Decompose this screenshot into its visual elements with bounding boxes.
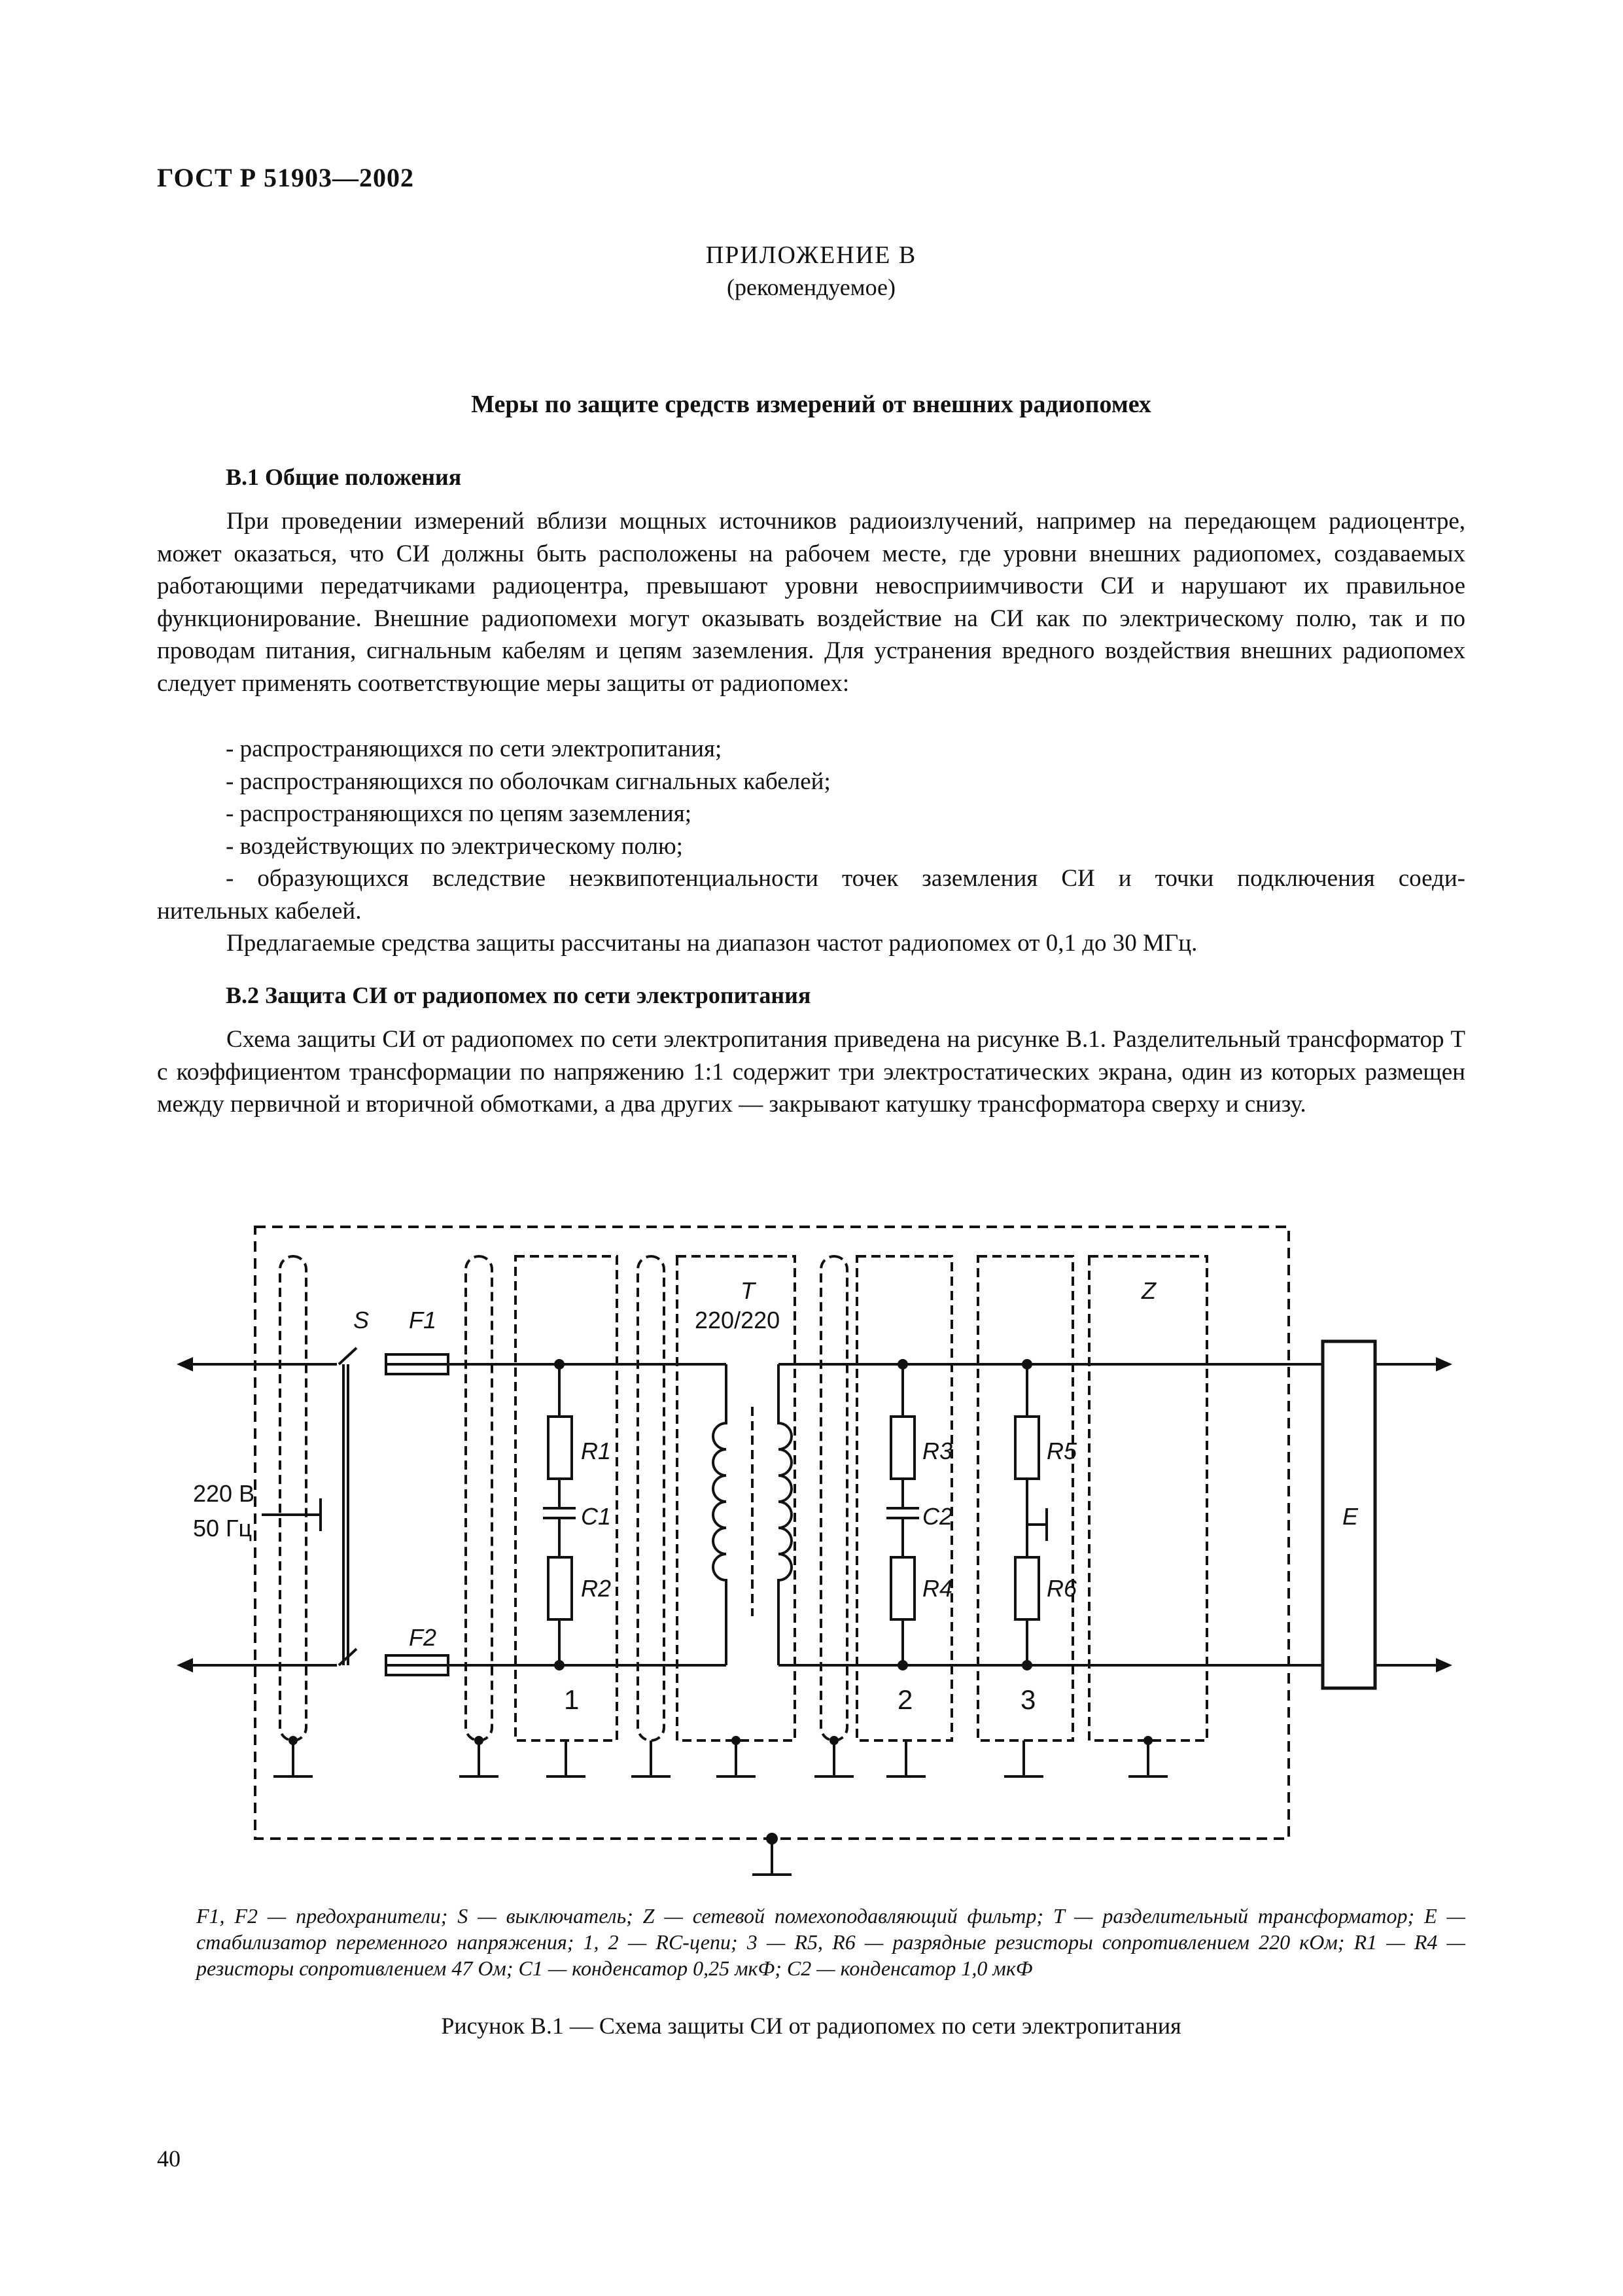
label-block-1: 1 xyxy=(564,1684,580,1715)
label-r6: R6 xyxy=(1047,1575,1077,1602)
protection-measures-list xyxy=(157,733,1465,927)
label-220v: 220 В xyxy=(193,1480,255,1507)
figure-caption: Рисунок В.1 — Схема защиты СИ от радиопомех по сети электропитания xyxy=(441,2013,1181,2039)
section-b1-paragraph xyxy=(157,505,1465,699)
list-item: - распространяющихся по оболочкам сигнальных кабелей; xyxy=(226,768,831,795)
section-b2-text: Схема защиты СИ от радиопомех по сети электропитания приведена на рисунке В.1. Разделительный трансформатор T с коэффициентом трансформации по напряжению 1:1 содержит три электростатических экрана, один из которых размещен между первичной и вторичной обмотками, а два других — закрывают катушку трансформатора сверху и снизу. xyxy=(157,1026,1465,1118)
transformer-primary-winding xyxy=(713,1364,726,1665)
label-block-3: 3 xyxy=(1021,1684,1036,1715)
frequency-range-paragraph xyxy=(157,927,1465,960)
list-item: - воздействующих по электрическому полю; xyxy=(226,832,683,860)
resistor-r5 xyxy=(1015,1417,1039,1479)
section-b2-heading: В.2 Защита СИ от радиопомех по сети электропитания xyxy=(226,982,811,1008)
label-block-2: 2 xyxy=(898,1684,913,1715)
page-number: 40 xyxy=(157,2146,181,2172)
list-item: - образующихся вследствие неэквипотенциальности точек заземления СИ и точки подключения соеди- xyxy=(226,865,1465,892)
label-50hz: 50 Гц xyxy=(193,1515,253,1542)
label-r3: R3 xyxy=(922,1438,953,1464)
ground-symbols xyxy=(273,1740,1168,1776)
screen-4 xyxy=(821,1256,847,1740)
screen-2 xyxy=(466,1256,492,1740)
label-f1: F1 xyxy=(409,1307,437,1333)
label-r5: R5 xyxy=(1047,1438,1077,1464)
list-item: - распространяющихся по сети электропитания; xyxy=(226,735,722,762)
document-title: Меры по защите средств измерений от внешних радиопомех xyxy=(471,391,1151,418)
frequency-range-text: Предлагаемые средства защиты рассчитаны на диапазон частот радиопомех от 0,1 до 30 МГц. xyxy=(226,930,1198,957)
label-f2: F2 xyxy=(409,1624,437,1651)
figure-legend: F1, F2 — предохранители; S — выключатель; Z — сетевой помехоподавляющий фильтр; T — разделительный трансформатор; E — стабилизатор переменного напряжения; 1, 2 — RC-цепи; 3 — R5, R6 — разрядные резисторы сопротивлением 220 кОм; R1 — R4 — резисторы сопротивлением 47 Ом; C1 — конденсатор 0,25 мкФ; C2 — конденсатор 1,0 мкФ xyxy=(196,1904,1465,1980)
switch-s xyxy=(339,1348,357,1364)
resistor-r3 xyxy=(891,1417,915,1479)
resistor-r4 xyxy=(891,1557,915,1619)
section-b2-paragraph xyxy=(157,1023,1465,1121)
label-r1: R1 xyxy=(581,1438,612,1464)
appendix-subtitle: (рекомендуемое) xyxy=(727,274,896,300)
label-t: T xyxy=(741,1277,755,1304)
section-b1-heading: В.1 Общие положения xyxy=(226,464,462,490)
protection-scheme-diagram xyxy=(157,1197,1466,1891)
resistor-r2 xyxy=(548,1557,572,1619)
label-t-ratio: 220/220 xyxy=(695,1307,780,1333)
label-r2: R2 xyxy=(581,1575,612,1602)
screen-1 xyxy=(280,1256,306,1740)
label-s: S xyxy=(353,1307,370,1333)
rc-block-1 xyxy=(515,1256,617,1740)
appendix-title: ПРИЛОЖЕНИЕ В xyxy=(705,241,917,269)
list-item: - распространяющихся по цепям заземления; xyxy=(226,800,692,827)
screen-3 xyxy=(638,1256,664,1740)
standard-header: ГОСТ Р 51903—2002 xyxy=(157,163,415,192)
filter-block-z xyxy=(1089,1256,1207,1740)
label-c2: C2 xyxy=(922,1503,953,1530)
label-z: Z xyxy=(1142,1277,1156,1304)
section-b1-intro: При проведении измерений вблизи мощных источников радиоизлучений, например на передающем радиоцентре, может оказаться, что СИ должны быть расположены на рабочем месте, где уровни внешних радиопомех, создаваемых работающими передатчиками радиоцентра, превышают уровни невосприимчивости СИ и нарушают их правильное функционирование. Внешние радиопомехи могут оказывать воздействие на СИ как по электрическому полю, так и по проводам питания, сигнальным кабелям и цепям заземления. Для устранения вредного воздействия внешних радиопомех следует применять соответствующие меры защиты от радиопомех: xyxy=(157,508,1465,697)
list-item-continuation: нительных кабелей. xyxy=(157,897,362,925)
label-r4: R4 xyxy=(922,1575,953,1602)
label-c1: C1 xyxy=(581,1503,612,1530)
transformer-secondary-winding xyxy=(778,1364,792,1665)
resistor-r1 xyxy=(548,1417,572,1479)
label-e: E xyxy=(1342,1503,1359,1530)
resistor-r6 xyxy=(1015,1557,1039,1619)
